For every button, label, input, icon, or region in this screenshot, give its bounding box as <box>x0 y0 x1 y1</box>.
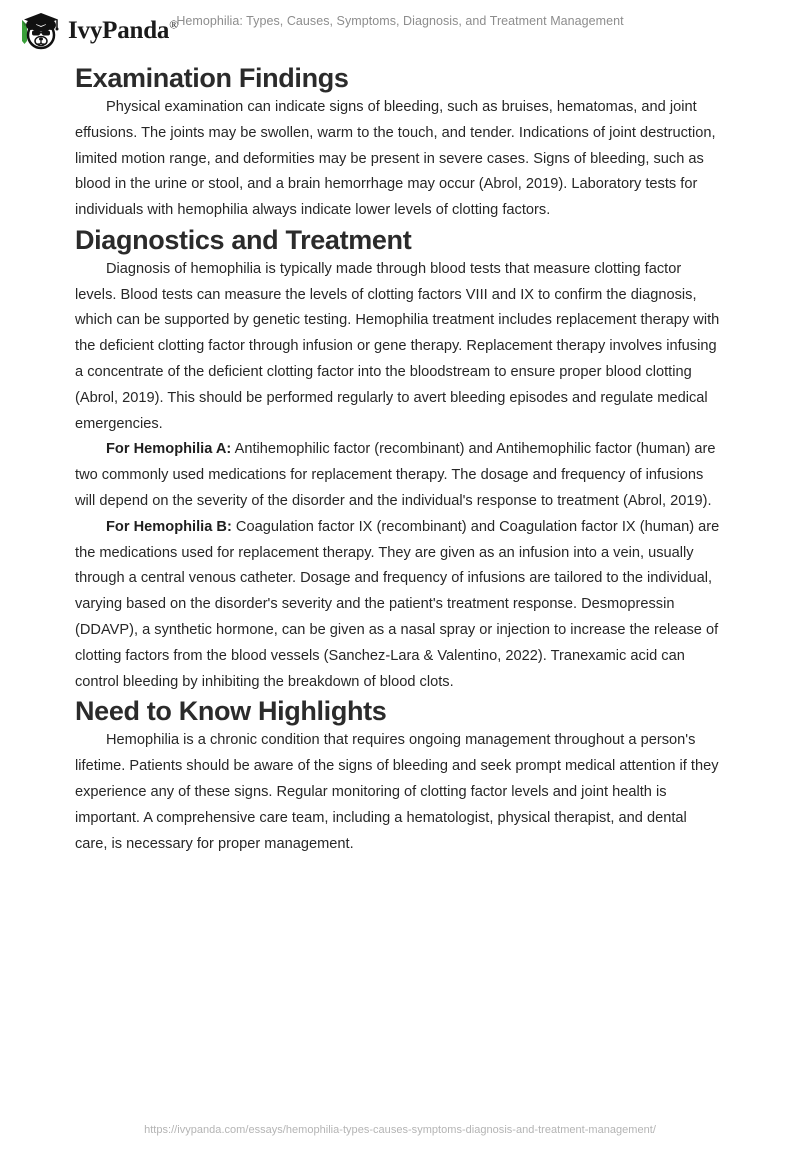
section-heading-examination-findings: Examination Findings <box>75 63 349 93</box>
section-heading-need-to-know-highlights: Need to Know Highlights <box>75 696 387 727</box>
page-header <box>0 0 800 58</box>
paragraph-examination-findings: Physical examination can indicate signs of bleeding, such as bruises, hematomas, and joint effusions. The joints may be swollen, warm to the touch, and tender. Indications of joint destruction, limited motion range, and deformities may be present in severe cases. Signs of bleeding, such as blood in the urine or stool, and a brain hemorrhage may occur (Abrol, 2019). Laboratory tests for individuals with hemophilia always indicate lower levels of clotting factors. <box>75 98 716 219</box>
document-title: Hemophilia: Types, Causes, Symptoms, Diagnosis, and Treatment Management <box>176 14 624 28</box>
lead-in-hemophilia-a: For Hemophilia A: <box>106 441 232 458</box>
paragraph-hemophilia-a-body: Antihemophilic factor (recombinant) and Antihemophilic factor (human) are two commonly used medications for replacement therapy. The dosage and frequency of infusions will depend on the severity of the disorder and the individual's response to treatment (Abrol, 2019). <box>75 441 716 510</box>
document-content <box>75 62 723 857</box>
paragraph-hemophilia-b <box>75 515 723 696</box>
paragraph-need-to-know-highlights: Hemophilia is a chronic condition that requires ongoing management throughout a person's lifetime. Patients should be aware of the signs of bleeding and seek prompt medical attention if they experience any of these signs. Regular monitoring of clotting factor levels and joint health is important. A comprehensive care team, including a hematologist, physical therapist, and dental care, is necessary for proper management. <box>75 732 719 852</box>
source-url-link[interactable]: https://ivypanda.com/essays/hemophilia-types-causes-symptoms-diagnosis-and-treatment-management/ <box>144 1124 656 1136</box>
paragraph-diagnostics-intro: Diagnosis of hemophilia is typically made through blood tests that measure clotting factor levels. Blood tests can measure the levels of clotting factors VIII and IX to confirm the diagnosis, which can be supported by genetic testing. Hemophilia treatment includes replacement therapy with the deficient clotting factor through infusion or gene therapy. Replacement therapy involves infusing a concentrate of the deficient clotting factor into the bloodstream to ensure proper blood clotting (Abrol, 2019). This should be performed regularly to avert bleeding episodes and regulate medical emergencies. <box>75 260 720 432</box>
paragraph-hemophilia-b-body: Coagulation factor IX (recombinant) and Coagulation factor IX (human) are the medications used for replacement therapy. They are given as an infusion into a vein, usually through a central venous catheter. Dosage and frequency of infusions are tailored to the individual, varying based on the disorder's severity and the patient's treatment response. Desmopressin (DDAVP), a synthetic hormone, can be given as a nasal spray or injection to increase the release of clotting factors from the blood vessels (Sanchez-Lara & Valentino, 2022). Tranexamic acid can control bleeding by inhibiting the breakdown of blood clots. <box>75 518 720 690</box>
lead-in-hemophilia-b: For Hemophilia B: <box>106 518 232 535</box>
paragraph-hemophilia-a <box>75 437 723 514</box>
section-heading-diagnostics-and-treatment: Diagnostics and Treatment <box>75 224 412 255</box>
page-footer <box>0 1114 800 1160</box>
registered-mark-icon: ® <box>169 17 179 32</box>
brand-name-text: IvyPanda <box>68 16 170 44</box>
